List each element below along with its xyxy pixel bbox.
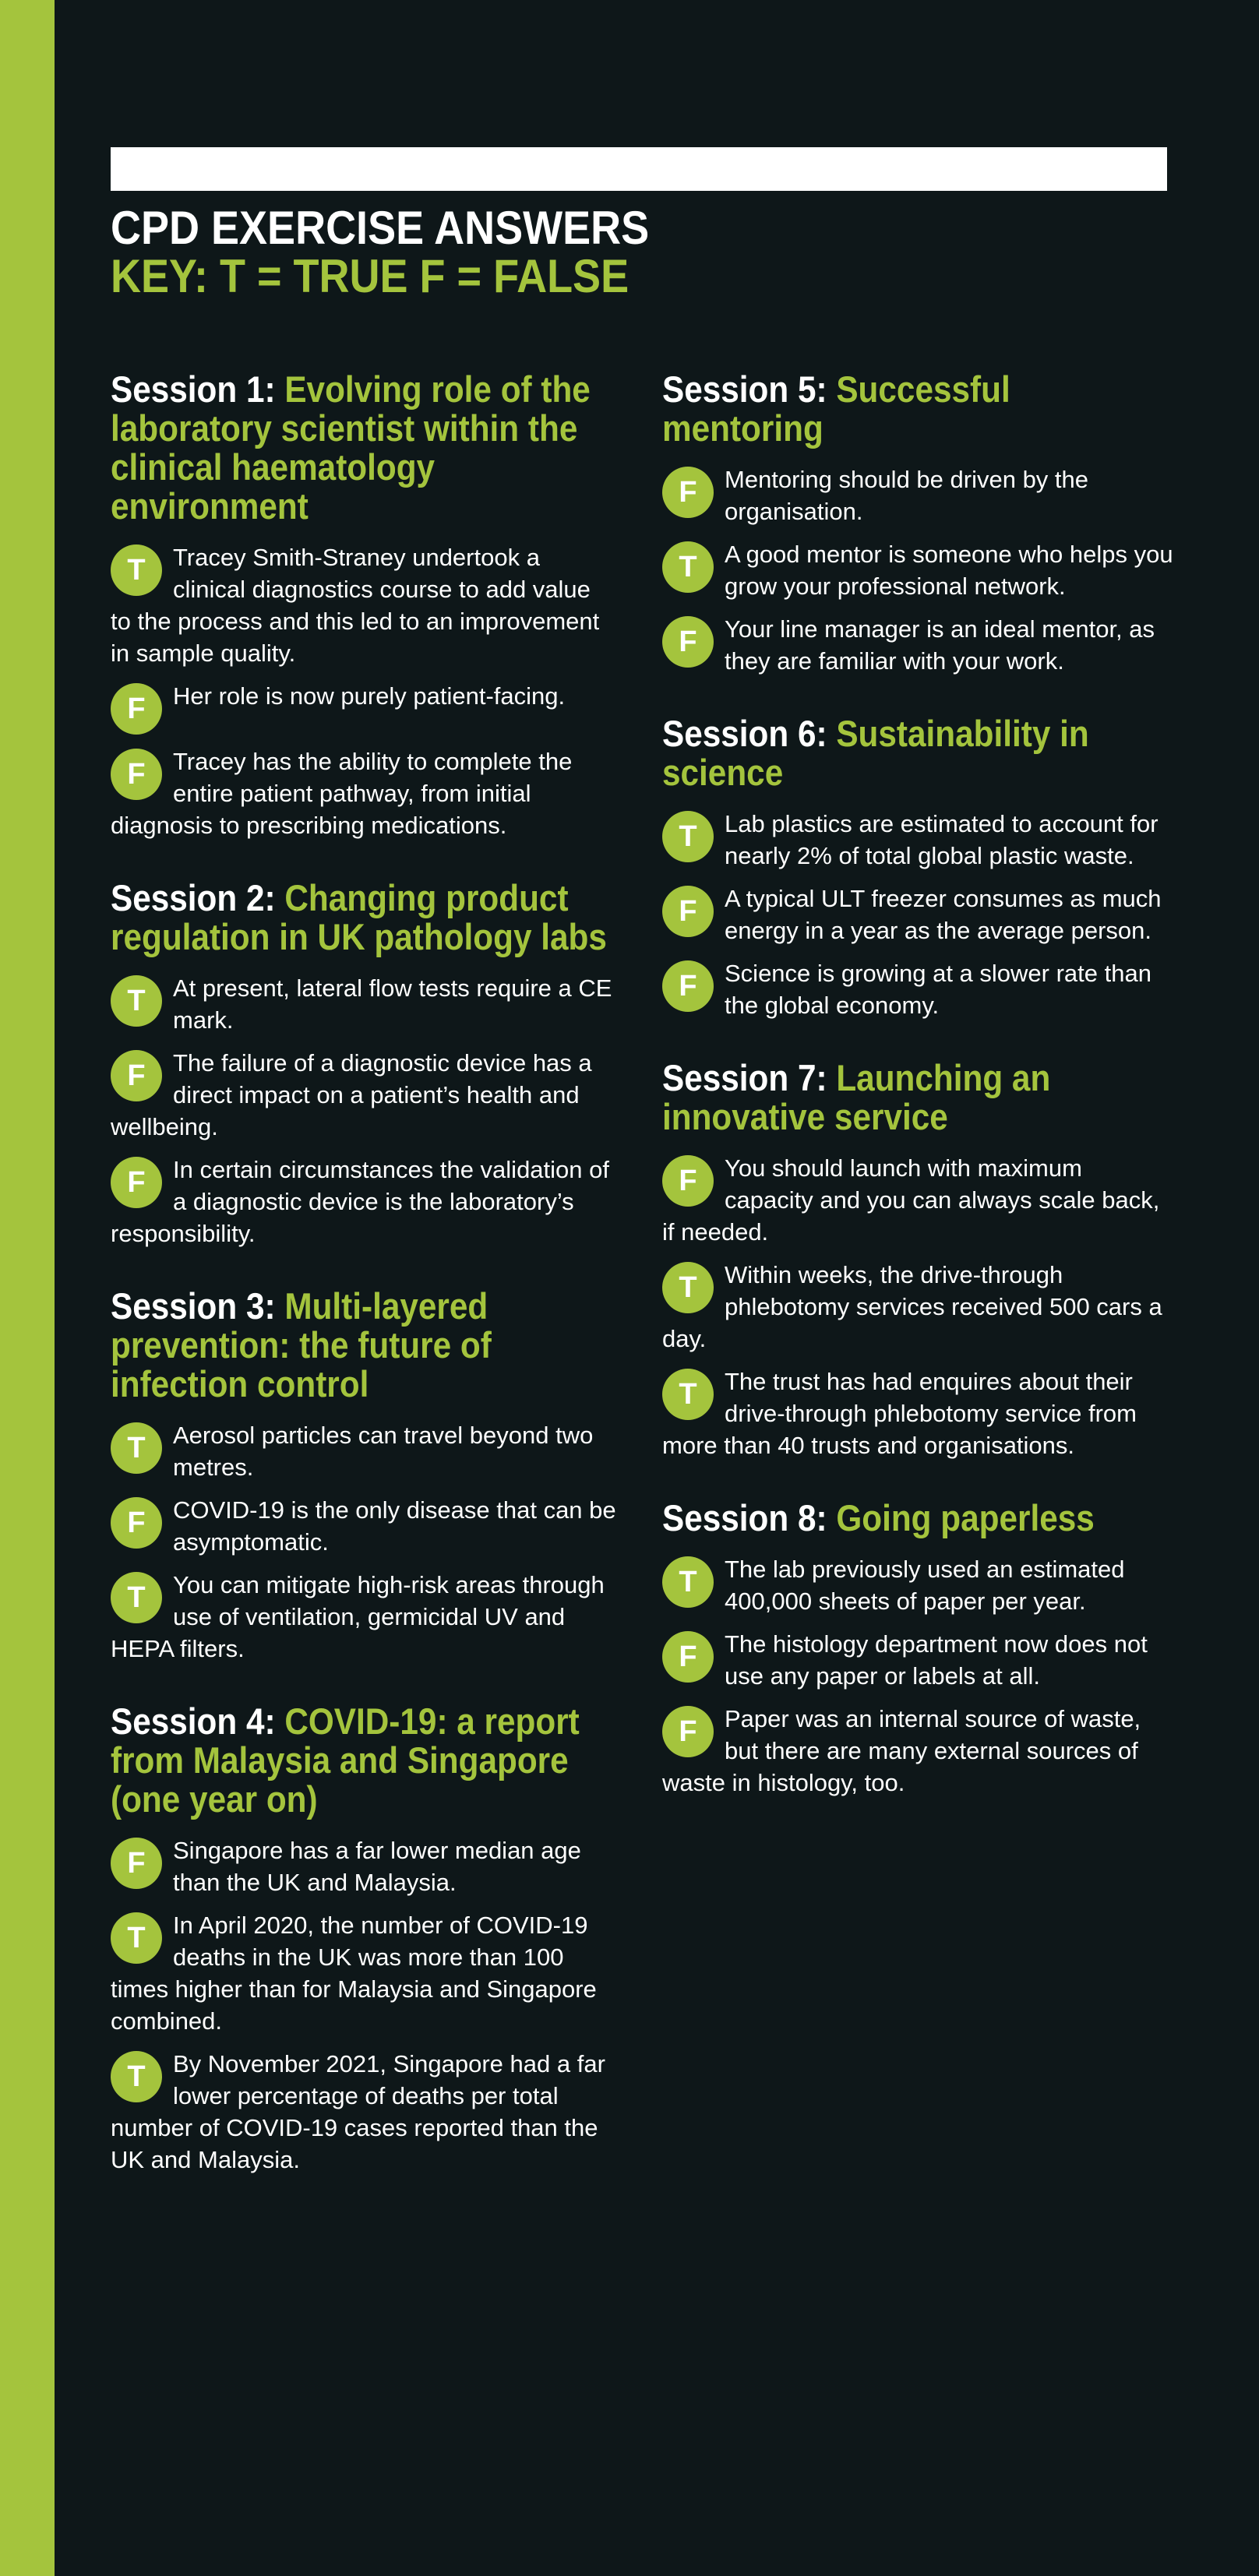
answer-text: Science is growing at a slower rate than the global economy. — [725, 960, 1151, 1019]
session-title: COVID-19: a report from Malaysia and Singapore (one year on) — [111, 1700, 580, 1820]
session-2 — [111, 879, 617, 1249]
answer-text: You can mitigate high-risk areas through use of ventilation, germicidal UV and HEPA filters. — [111, 1571, 605, 1662]
answer-text: The trust has had enquires about their drive-through phlebotomy service from more than 40 trusts and organisations. — [662, 1368, 1137, 1459]
answer-badge: T — [662, 1262, 714, 1313]
answer-item — [111, 1569, 617, 1665]
answer-text: A good mentor is someone who helps you grow your professional network. — [725, 541, 1173, 600]
answer-item — [111, 1154, 617, 1249]
answer-item — [111, 1494, 617, 1558]
session-heading — [662, 714, 1176, 792]
answer-badge: F — [111, 1497, 162, 1549]
answer-item — [662, 1553, 1176, 1617]
session-label: Session 4: — [111, 1700, 276, 1742]
answer-item — [111, 1834, 617, 1898]
session-title: Going paperless — [836, 1497, 1095, 1538]
answer-item — [662, 1259, 1176, 1355]
answer-item — [662, 613, 1176, 677]
answer-badge: T — [111, 975, 162, 1027]
answer-text: Mentoring should be driven by the organisation. — [725, 466, 1089, 525]
left-column — [111, 370, 617, 2213]
answer-badge: T — [111, 544, 162, 596]
answer-key: KEY: T = TRUE F = FALSE — [111, 250, 630, 302]
session-label: Session 3: — [111, 1285, 276, 1327]
session-title: Changing product regulation in UK pathology labs — [111, 877, 607, 957]
page-header — [111, 204, 709, 301]
answer-text: In certain circumstances the validation of a diagnostic device is the laboratory’s responsibility. — [111, 1156, 609, 1247]
side-accent-bar — [0, 0, 55, 2576]
answer-text: Aerosol particles can travel beyond two metres. — [173, 1422, 594, 1481]
answer-text: Lab plastics are estimated to account for nearly 2% of total global plastic waste. — [725, 810, 1158, 869]
answer-item — [662, 883, 1176, 946]
right-column — [662, 370, 1176, 1836]
answer-badge: F — [662, 960, 714, 1012]
session-6 — [662, 714, 1176, 1021]
session-label: Session 2: — [111, 877, 276, 918]
answer-badge: F — [662, 467, 714, 518]
page-title: CPD EXERCISE ANSWERS — [111, 202, 650, 254]
answer-text: Paper was an internal source of waste, but there are many external sources of waste in histology, too. — [662, 1705, 1141, 1796]
answer-text: The histology department now does not use any paper or labels at all. — [725, 1630, 1148, 1690]
session-title: Launching an innovative service — [662, 1057, 1051, 1137]
answer-text: Tracey has the ability to complete the entire patient pathway, from initial diagnosis to prescribing medications. — [111, 748, 573, 839]
answer-item — [662, 957, 1176, 1021]
answer-item — [111, 1419, 617, 1483]
answer-text: COVID-19 is the only disease that can be asymptomatic. — [173, 1496, 616, 1556]
answer-text: Her role is now purely patient-facing. — [173, 682, 566, 710]
answer-badge: F — [111, 1050, 162, 1101]
answer-badge: T — [662, 541, 714, 593]
answer-badge: F — [111, 1157, 162, 1208]
answer-badge: T — [111, 1422, 162, 1474]
answer-badge: F — [111, 1838, 162, 1889]
answer-badge: T — [662, 811, 714, 862]
answer-badge: F — [111, 749, 162, 800]
session-label: Session 5: — [662, 368, 827, 410]
answer-badge: F — [662, 616, 714, 668]
answer-badge: F — [662, 1706, 714, 1757]
answer-item — [662, 538, 1176, 602]
session-label: Session 7: — [662, 1057, 827, 1098]
session-title: Multi-layered prevention: the future of infection control — [111, 1285, 492, 1404]
answer-item — [111, 2048, 617, 2176]
answer-item — [662, 1152, 1176, 1248]
session-8 — [662, 1499, 1176, 1799]
answer-text: The lab previously used an estimated 400,000 sheets of paper per year. — [725, 1556, 1125, 1615]
answer-item — [662, 808, 1176, 872]
answer-badge: F — [662, 1155, 714, 1207]
answer-text: Within weeks, the drive-through phlebotomy services received 500 cars a day. — [662, 1261, 1162, 1352]
answer-text: At present, lateral flow tests require a CE mark. — [173, 974, 612, 1034]
answer-text: Your line manager is an ideal mentor, as they are familiar with your work. — [725, 615, 1155, 675]
session-heading — [111, 879, 616, 957]
answer-text: A typical ULT freezer consumes as much energy in a year as the average person. — [725, 885, 1162, 944]
session-heading — [111, 370, 616, 526]
session-label: Session 1: — [111, 368, 276, 410]
answer-item — [662, 1703, 1176, 1799]
answer-item — [662, 1366, 1176, 1461]
answer-item — [111, 1047, 617, 1143]
session-7 — [662, 1059, 1176, 1461]
answer-item — [111, 541, 617, 669]
answer-item — [111, 972, 617, 1036]
answer-item — [662, 1628, 1176, 1692]
answer-text: You should launch with maximum capacity and you can always scale back, if needed. — [662, 1154, 1160, 1246]
answer-item — [111, 1909, 617, 2037]
answer-badge: T — [111, 1572, 162, 1623]
answer-text: In April 2020, the number of COVID-19 deaths in the UK was more than 100 times higher than for Malaysia and Singapore combined. — [111, 1912, 597, 2035]
session-title: Sustainability in science — [662, 713, 1089, 793]
answer-badge: T — [111, 1912, 162, 1964]
answer-badge: F — [662, 886, 714, 937]
session-heading — [662, 1059, 1176, 1136]
session-3 — [111, 1287, 617, 1665]
header-strip — [111, 147, 1167, 191]
session-label: Session 6: — [662, 713, 827, 754]
answer-text: The failure of a diagnostic device has a direct impact on a patient’s health and wellbeing. — [111, 1049, 592, 1140]
session-4 — [111, 1702, 617, 2176]
answer-text: By November 2021, Singapore had a far lower percentage of deaths per total number of COVID-19 cases reported than the UK and Malaysia. — [111, 2050, 605, 2173]
session-heading — [662, 370, 1176, 448]
answer-item — [111, 745, 617, 841]
session-title: Evolving role of the laboratory scientist within the clinical haematology environment — [111, 368, 591, 527]
answer-badge: F — [111, 683, 162, 735]
answer-badge: T — [662, 1556, 714, 1608]
session-heading — [111, 1287, 616, 1404]
session-heading — [111, 1702, 616, 1819]
answer-text: Singapore has a far lower median age than the UK and Malaysia. — [173, 1837, 581, 1896]
session-5 — [662, 370, 1176, 677]
answer-text: Tracey Smith-Straney undertook a clinical diagnostics course to add value to the process and this led to an improvement in sample quality. — [111, 544, 600, 667]
session-label: Session 8: — [662, 1497, 827, 1538]
answer-item — [662, 463, 1176, 527]
session-heading — [662, 1499, 1176, 1538]
answer-badge: T — [111, 2051, 162, 2102]
session-title: Successful mentoring — [662, 368, 1010, 449]
answer-badge: F — [662, 1631, 714, 1683]
session-1 — [111, 370, 617, 841]
answer-badge: T — [662, 1369, 714, 1420]
answer-item — [111, 680, 617, 735]
